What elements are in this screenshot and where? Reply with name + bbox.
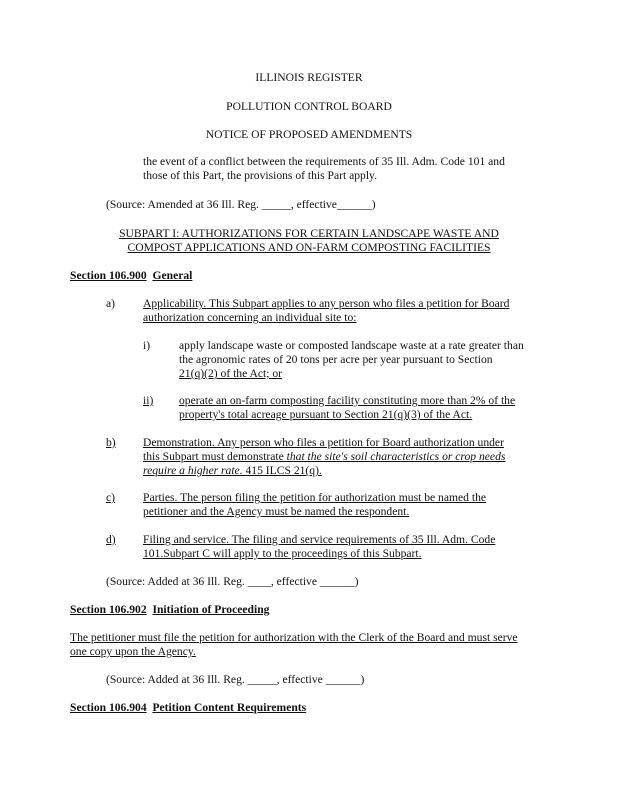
section-904-title: Petition Content Requirements: [152, 701, 307, 714]
section-902-number: Section 106.902: [70, 603, 147, 616]
item-d-label: d): [106, 533, 116, 546]
item-d-line-2: 101.Subpart C will apply to the proceedings of this Subpart.: [143, 547, 422, 560]
item-c-line-2: petitioner and the Agency must be named the respondent.: [143, 505, 410, 518]
section-904-number: Section 106.904: [70, 701, 147, 714]
item-a-line-1: [143, 296, 509, 311]
section-904-heading: [70, 700, 306, 715]
item-c-line-1: Parties. The person filing the petition for authorization must be named the: [143, 491, 487, 504]
item-a-heading: Applicability.: [143, 297, 207, 310]
item-i-line-2: the agronomic rates of 20 tons per acre per year pursuant to Section: [179, 353, 493, 366]
board-title: POLLUTION CONTROL BOARD: [226, 100, 392, 113]
section-902-heading: [70, 602, 269, 617]
intro-source-note: (Source: Amended at 36 Ill. Reg. _____, effective______): [106, 198, 376, 211]
section-900-source-note: (Source: Added at 36 Ill. Reg. ____, effective ______): [106, 575, 359, 588]
item-b-line-2: [143, 449, 505, 464]
item-b-line-2-a: this Subpart must demonstrate: [143, 450, 287, 463]
subpart-heading-line-2: COMPOST APPLICATIONS AND ON-FARM COMPOSTING FACILITIES: [127, 241, 491, 254]
register-title: ILLINOIS REGISTER: [255, 71, 363, 84]
item-c-label: c): [106, 491, 116, 504]
item-a-label: a): [106, 297, 116, 310]
section-902-line-2: one copy upon the Agency.: [70, 645, 196, 658]
item-b-line-1: Demonstration. Any person who files a petition for Board authorization under: [143, 436, 504, 449]
section-902-line-1: The petitioner must file the petition for authorization with the Clerk of the Board and must serve: [70, 631, 518, 644]
section-902-title: Initiation of Proceeding: [152, 603, 270, 616]
section-902-source-note: (Source: Added at 36 Ill. Reg. _____, effective ______): [106, 673, 365, 686]
item-i-label: i): [143, 339, 151, 352]
item-i-line-3: 21(q)(2) of the Act; or: [179, 367, 283, 380]
item-ii-label: ii): [143, 394, 154, 407]
item-i-line-1: apply landscape waste or composted landscape waste at a rate greater than: [179, 339, 524, 352]
section-900-number: Section 106.900: [70, 269, 147, 282]
item-b-line-3-b: 415 ILCS 21(q).: [242, 464, 322, 477]
item-d-line-1: Filing and service. The filing and service requirements of 35 Ill. Adm. Code: [143, 533, 496, 546]
intro-line-2: those of this Part, the provisions of this Part apply.: [143, 169, 378, 182]
section-900-heading: [70, 268, 192, 283]
item-b-line-3-a: require a higher rate.: [143, 464, 243, 477]
notice-title: NOTICE OF PROPOSED AMENDMENTS: [205, 128, 413, 141]
intro-line-1: the event of a conflict between the requirements of 35 Ill. Adm. Code 101 and: [143, 155, 505, 168]
item-b-line-2-b: that the site's soil characteristics or crop needs: [286, 450, 506, 463]
item-a-line-2: authorization concerning an individual site to:: [143, 311, 357, 324]
item-ii-line-1: operate an on-farm composting facility constituting more than 2% of the: [179, 394, 516, 407]
section-900-title: General: [152, 269, 193, 282]
item-b-line-3: [143, 463, 322, 478]
subpart-heading-line-1: SUBPART I: AUTHORIZATIONS FOR CERTAIN LANDSCAPE WASTE AND: [119, 227, 499, 240]
item-a-line-1-rest: This Subpart applies to any person who files a petition for Board: [206, 297, 510, 310]
item-b-label: b): [106, 436, 116, 449]
item-ii-line-2: property's total acreage pursuant to Section 21(q)(3) of the Act.: [179, 408, 473, 421]
